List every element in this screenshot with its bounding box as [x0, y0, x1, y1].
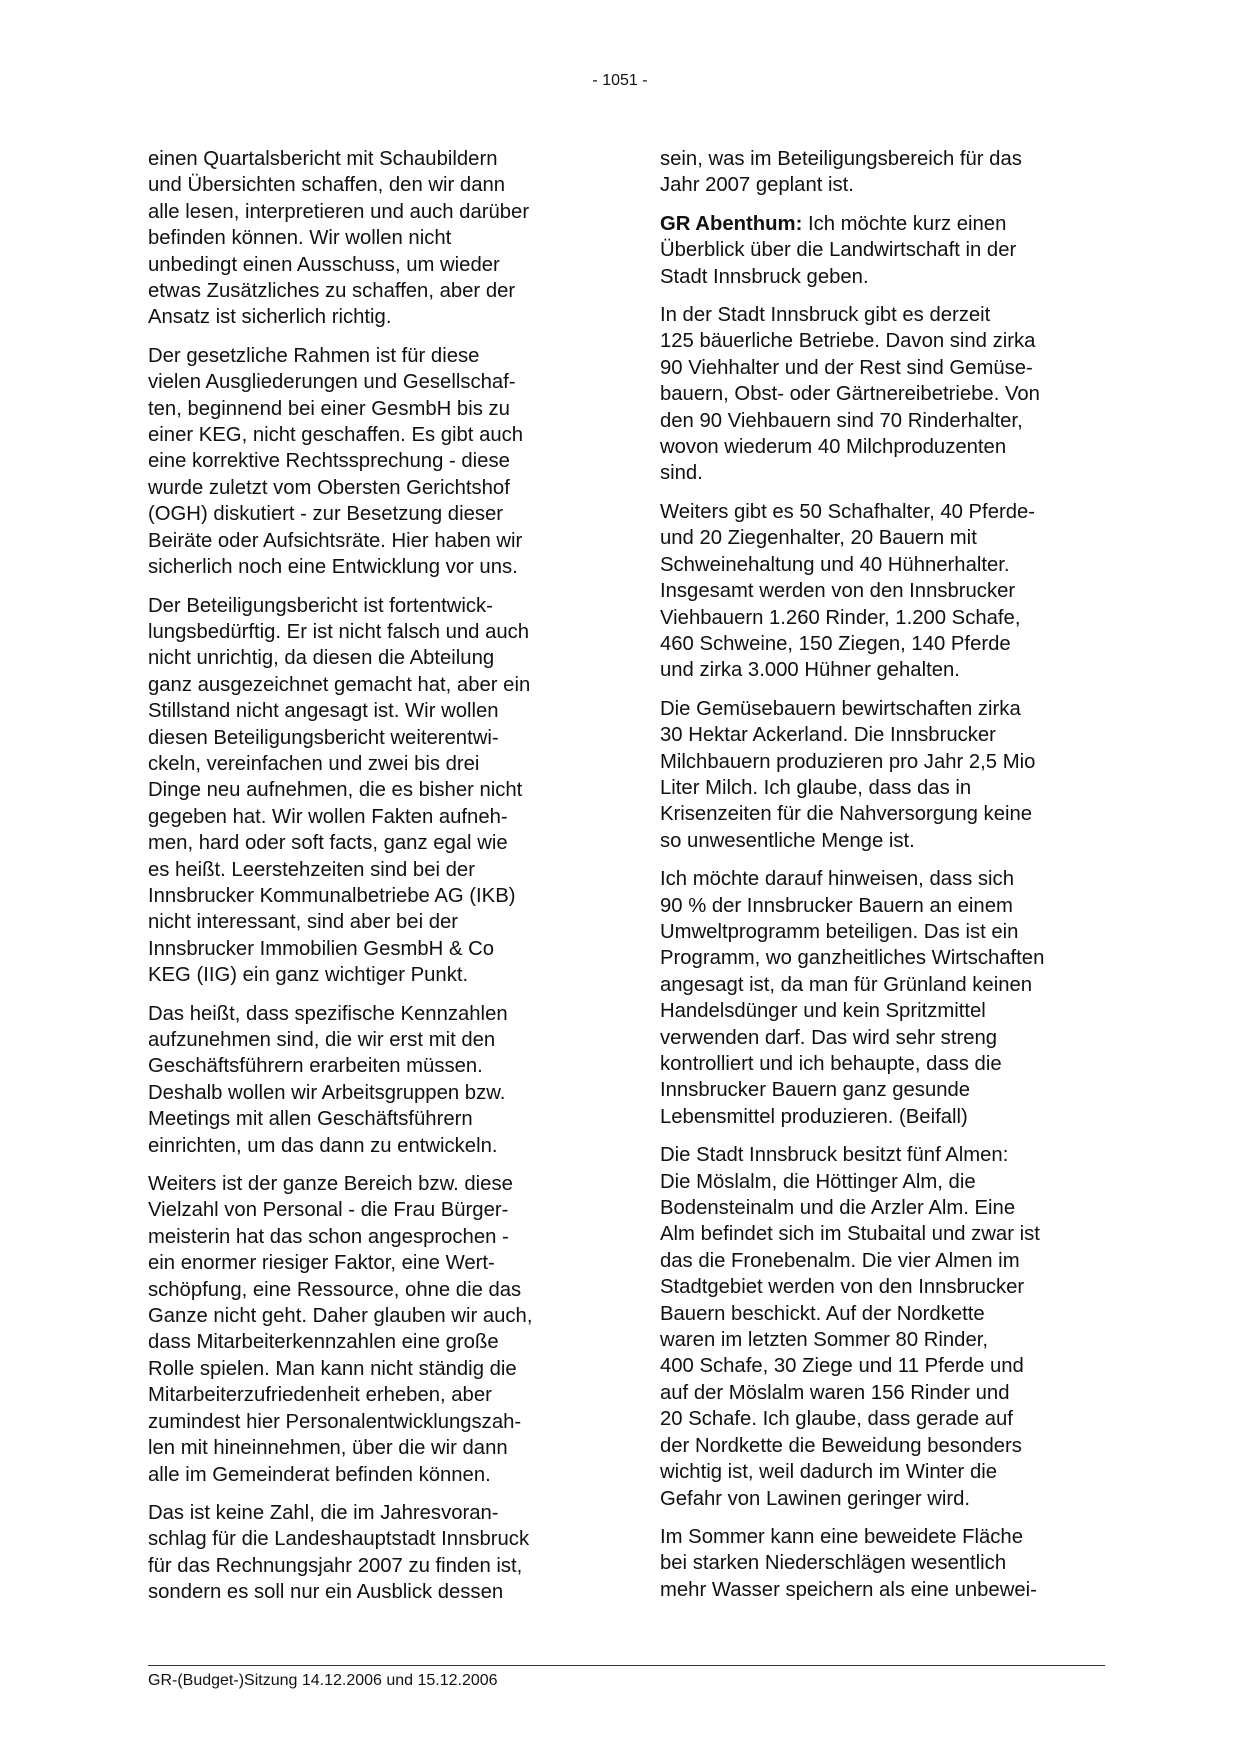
text-line: ganz ausgezeichnet gemacht hat, aber ein: [148, 673, 531, 696]
text-line: auf der Möslalm waren 156 Rinder und: [660, 1381, 1010, 1404]
text-line: einer KEG, nicht geschaffen. Es gibt auch: [148, 424, 524, 447]
paragraph: [660, 146, 1105, 199]
text-line: Milchbauern produzieren pro Jahr 2,5 Mio: [660, 750, 1036, 773]
text-line: len mit hineinnehmen, über die wir dann: [148, 1437, 508, 1460]
text-line: ein enormer riesiger Faktor, eine Wert-: [148, 1252, 495, 1275]
text-line: sein, was im Beteiligungsbereich für das: [660, 148, 1022, 170]
text-line: wichtig ist, weil dadurch im Winter die: [660, 1461, 998, 1484]
text-line: einrichten, um das dann zu entwickeln.: [148, 1134, 498, 1157]
text-line: mehr Wasser speichern als eine unbewei-: [660, 1578, 1037, 1601]
text-line: vielen Ausgliederungen und Gesellschaf-: [148, 371, 516, 394]
text-line: Ganze nicht geht. Daher glauben wir auch,: [148, 1305, 533, 1328]
text-line: Innsbrucker Bauern ganz gesunde: [660, 1079, 971, 1102]
paragraph: [148, 1500, 590, 1606]
text-line: Handelsdünger und kein Spritzmittel: [660, 1000, 986, 1023]
text-line: ten, beginnend bei einer GesmbH bis zu: [148, 397, 510, 420]
text-line: unbedingt einen Ausschuss, um wieder: [148, 253, 500, 276]
text-line: einen Quartalsbericht mit Schaubildern: [148, 148, 498, 170]
text-line: wovon wiederum 40 Milchproduzenten: [660, 436, 1007, 459]
text-line: den 90 Viehbauern sind 70 Rinderhalter,: [660, 409, 1023, 432]
text-line: sicherlich noch eine Entwicklung vor uns.: [148, 556, 518, 579]
text-line: 400 Schafe, 30 Ziege und 11 Pferde und: [660, 1355, 1024, 1378]
paragraph: [148, 1001, 590, 1159]
text-line: Stillstand nicht angesagt ist. Wir wollen: [148, 700, 499, 723]
text-line: men, hard oder soft facts, ganz egal wie: [148, 832, 508, 855]
text-line: Die Stadt Innsbruck besitzt fünf Almen:: [660, 1144, 1009, 1167]
text-line: schöpfung, eine Ressource, ohne die das: [148, 1278, 522, 1301]
paragraph: [660, 866, 1105, 1130]
text-line: Programm, wo ganzheitliches Wirtschaften: [660, 947, 1045, 970]
text-line: angesagt ist, da man für Grünland keinen: [660, 973, 1033, 996]
footer-divider: [148, 1665, 1105, 1666]
text-line: diesen Beteiligungsbericht weiterentwi-: [148, 726, 499, 749]
paragraph: [148, 1171, 590, 1488]
text-line: befinden können. Wir wollen nicht: [148, 227, 452, 250]
text-line: Schweinehaltung und 40 Hühnerhalter.: [660, 553, 1010, 576]
text-line: Geschäftsführern erarbeiten müssen.: [148, 1055, 483, 1078]
text-line: In der Stadt Innsbruck gibt es derzeit: [660, 304, 991, 327]
text-line: Das ist keine Zahl, die im Jahresvoran-: [148, 1501, 499, 1524]
text-line: 125 bäuerliche Betriebe. Davon sind zirka: [660, 330, 1036, 353]
paragraph: [660, 1142, 1105, 1512]
text-line: für das Rechnungsjahr 2007 zu finden ist,: [148, 1554, 523, 1577]
text-line: Umweltprogramm beteiligen. Das ist ein: [660, 920, 1019, 943]
text-line: Lebensmittel produzieren. (Beifall): [660, 1105, 968, 1128]
text-line: Jahr 2007 geplant ist.: [660, 174, 854, 197]
text-line: Bodensteinalm und die Arzler Alm. Eine: [660, 1197, 1016, 1220]
text-line: aufzunehmen sind, die wir erst mit den: [148, 1029, 496, 1051]
text-line: Insgesamt werden von den Innsbrucker: [660, 580, 1016, 603]
text-line: Deshalb wollen wir Arbeitsgruppen bzw.: [148, 1081, 506, 1104]
text-line: Innsbrucker Immobilien GesmbH & Co: [148, 937, 495, 960]
text-line: 460 Schweine, 150 Ziegen, 140 Pferde: [660, 632, 1011, 655]
text-line: alle lesen, interpretieren und auch darüber: [148, 200, 530, 223]
text-line: gegeben hat. Wir wollen Fakten aufneh-: [148, 805, 508, 828]
text-line: Alm befindet sich im Stubaital und zwar ist: [660, 1223, 1040, 1246]
text-line: (OGH) diskutiert - zur Besetzung dieser: [148, 503, 504, 526]
text-line: Meetings mit allen Geschäftsführern: [148, 1108, 473, 1131]
paragraph: [148, 343, 590, 581]
text-line: nicht interessant, sind aber bei der: [148, 911, 459, 934]
paragraph: [148, 146, 590, 331]
text-line: Der Beteiligungsbericht ist fortentwick-: [148, 594, 493, 617]
paragraph: [660, 302, 1105, 487]
footer-session-info: GR-(Budget-)Sitzung 14.12.2006 und 15.12.2006: [148, 1672, 498, 1689]
text-line: Das heißt, dass spezifische Kennzahlen: [148, 1002, 508, 1025]
text-line: bauern, Obst- oder Gärtnereibetriebe. Von: [660, 383, 1040, 406]
text-line: und Übersichten schaffen, den wir dann: [148, 174, 506, 197]
paragraph: [660, 1524, 1105, 1603]
text-line: 90 Viehhalter und der Rest sind Gemüse-: [660, 356, 1033, 379]
text-line: es heißt. Leerstehzeiten sind bei der: [148, 858, 475, 881]
text-line: und zirka 3.000 Hühner gehalten.: [660, 659, 960, 682]
text-line: verwenden darf. Das wird sehr streng: [660, 1026, 998, 1049]
text-line: lungsbedürftig. Er ist nicht falsch und auch: [148, 620, 530, 643]
text-line: Überblick über die Landwirtschaft in der: [660, 239, 1017, 262]
text-line: Innsbrucker Kommunalbetriebe AG (IKB): [148, 884, 516, 907]
text-line: Die Möslalm, die Höttinger Alm, die: [660, 1170, 976, 1193]
text-line: schlag für die Landeshauptstadt Innsbruck: [148, 1528, 530, 1551]
text-line: dass Mitarbeiterkennzahlen eine große: [148, 1331, 499, 1354]
text-line: Vielzahl von Personal - die Frau Bürger-: [148, 1199, 509, 1222]
text-line: meisterin hat das schon angesprochen -: [148, 1225, 509, 1248]
text-line: Beiräte oder Aufsichtsräte. Hier haben wir: [148, 529, 523, 552]
text-line: Ich möchte darauf hinweisen, dass sich: [660, 868, 1014, 891]
text-line: Die Gemüsebauern bewirtschaften zirka: [660, 697, 1021, 720]
right-column: [660, 146, 1105, 1615]
text-line: sondern es soll nur ein Ausblick dessen: [148, 1581, 504, 1604]
text-line: sind.: [660, 462, 703, 485]
text-line: so unwesentliche Menge ist.: [660, 829, 915, 852]
text-line: wurde zuletzt vom Obersten Gerichtshof: [148, 476, 510, 499]
text-line: Ansatz ist sicherlich richtig.: [148, 306, 392, 329]
speaker-line-text: Ich möchte kurz einen: [802, 212, 1007, 235]
text-line: [660, 211, 1105, 237]
text-line: Gefahr von Lawinen geringer wird.: [660, 1487, 971, 1510]
paragraph: [660, 499, 1105, 684]
text-line: der Nordkette die Beweidung besonders: [660, 1434, 1022, 1457]
text-line: Der gesetzliche Rahmen ist für diese: [148, 344, 480, 367]
text-line: nicht unrichtig, da diesen die Abteilung: [148, 647, 495, 670]
speaker-name: GR Abenthum:: [660, 212, 803, 235]
text-line: das die Fronebenalm. Die vier Almen im: [660, 1249, 1020, 1272]
speaker-paragraph: [660, 211, 1105, 290]
text-line: und 20 Ziegenhalter, 20 Bauern mit: [660, 527, 977, 550]
text-line: Weiters gibt es 50 Schafhalter, 40 Pferde-: [660, 500, 1036, 523]
text-line: Dinge neu aufnehmen, die es bisher nicht: [148, 779, 523, 802]
text-line: 90 % der Innsbrucker Bauern an einem: [660, 894, 1013, 917]
text-line: Im Sommer kann eine beweidete Fläche: [660, 1525, 1023, 1548]
text-line: eine korrektive Rechtssprechung - diese: [148, 450, 510, 473]
text-line: waren im letzten Sommer 80 Rinder,: [660, 1329, 989, 1352]
text-line: zumindest hier Personalentwicklungszah-: [148, 1410, 522, 1433]
text-line: Mitarbeiterzufriedenheit erheben, aber: [148, 1384, 492, 1407]
text-line: Bauern beschickt. Auf der Nordkette: [660, 1302, 985, 1325]
text-line: 30 Hektar Ackerland. Die Innsbrucker: [660, 724, 996, 747]
left-column: [148, 146, 590, 1618]
text-line: 20 Schafe. Ich glaube, dass gerade auf: [660, 1408, 1013, 1431]
paragraph: [660, 696, 1105, 854]
text-line: Krisenzeiten für die Nahversorgung keine: [660, 803, 1033, 826]
text-line: etwas Zusätzliches zu schaffen, aber der: [148, 280, 516, 303]
text-line: bei starken Niederschlägen wesentlich: [660, 1552, 1007, 1575]
text-line: Stadtgebiet werden von den Innsbrucker: [660, 1276, 1025, 1299]
text-line: Stadt Innsbruck geben.: [660, 265, 869, 288]
text-line: Viehbauern 1.260 Rinder, 1.200 Schafe,: [660, 606, 1021, 629]
paragraph: [148, 593, 590, 989]
text-line: Weiters ist der ganze Bereich bzw. diese: [148, 1173, 513, 1196]
text-line: kontrolliert und ich behaupte, dass die: [660, 1053, 1002, 1075]
text-line: KEG (IIG) ein ganz wichtiger Punkt.: [148, 964, 469, 987]
text-line: ckeln, vereinfachen und zwei bis drei: [148, 752, 480, 775]
text-line: Rolle spielen. Man kann nicht ständig die: [148, 1357, 517, 1380]
text-line: Liter Milch. Ich glaube, dass das in: [660, 776, 972, 799]
page-number: - 1051 -: [592, 72, 648, 89]
text-line: alle im Gemeinderat befinden können.: [148, 1463, 491, 1486]
